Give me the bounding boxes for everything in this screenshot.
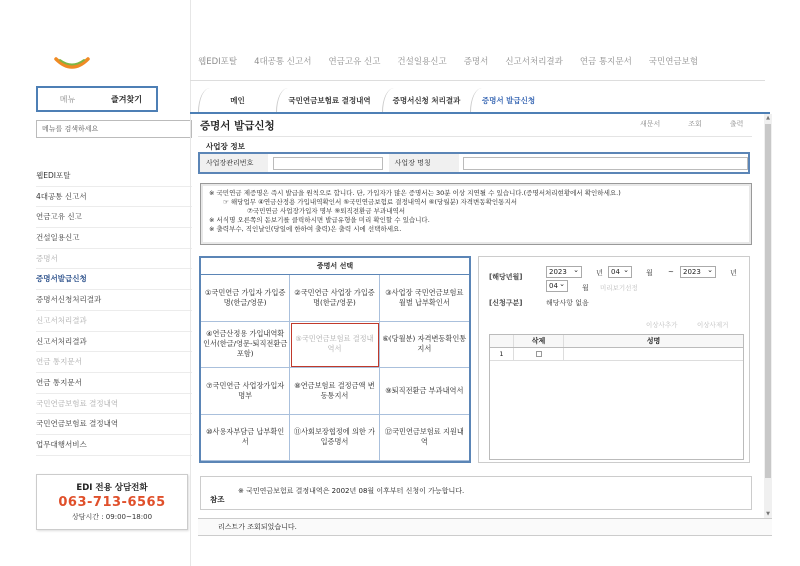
to-year-unit: 년 bbox=[730, 269, 737, 277]
cert-selection-title: 증명서 선택 bbox=[201, 258, 469, 275]
top-nav-item[interactable]: 연금 통지문서 bbox=[579, 57, 632, 67]
mgmt-no-input[interactable] bbox=[273, 157, 383, 170]
page-tab-cert-request[interactable]: 증명서 발급신청 bbox=[470, 88, 546, 112]
title-divider bbox=[198, 136, 752, 137]
notice-box bbox=[200, 183, 752, 245]
scroll-up-icon[interactable]: ▲ bbox=[766, 115, 770, 121]
cert-selection-panel bbox=[199, 256, 471, 463]
sidebar-item[interactable]: 국민연금보험료 결정내역 bbox=[36, 394, 192, 415]
applicant-table bbox=[489, 334, 744, 460]
top-nav-item[interactable]: 신고서처리결과 bbox=[505, 57, 563, 67]
scroll-down-icon[interactable]: ▼ bbox=[766, 511, 770, 517]
sidebar-item[interactable]: 업무대행서비스 bbox=[36, 435, 192, 456]
to-year-select[interactable]: 2023 ⌄ bbox=[680, 266, 716, 278]
cert-option[interactable]: ④연금산정용 가입내역확인서(한글/영문-퇴직전환금 포함) bbox=[201, 322, 290, 369]
delete-row-button[interactable]: 이상사제거 bbox=[697, 321, 729, 329]
sidebar-tabs bbox=[36, 86, 158, 112]
to-month-select[interactable]: 04 ⌄ bbox=[546, 280, 568, 292]
contact-hours: 상담시간 : 09:00~18:00 bbox=[71, 513, 153, 521]
print-button[interactable]: 출력 bbox=[729, 120, 744, 128]
cert-option[interactable]: ②국민연금 사업장 가입증명(한글/영문) bbox=[290, 275, 379, 322]
contact-title: EDI 전용 상담전화 bbox=[76, 483, 148, 493]
page-tab-premium-decision[interactable]: 국민연금보험료 결정내역 bbox=[276, 88, 382, 112]
type-value: 해당사항 없음 bbox=[546, 299, 589, 307]
cert-option[interactable]: ⑪사회보장협정에 의한 가입증명서 bbox=[290, 415, 379, 462]
range-tilde: ~ bbox=[668, 268, 674, 276]
top-nav-item[interactable]: 건설일용신고 bbox=[397, 57, 447, 67]
contact-phone: 063-713-6565 bbox=[58, 495, 166, 510]
cert-option[interactable]: ⑦국민연금 사업장가입자 명부 bbox=[201, 368, 290, 415]
sidebar-item[interactable]: 증명서 bbox=[36, 249, 192, 270]
top-nav-item[interactable]: 국민연금보험 bbox=[648, 57, 699, 67]
sidebar-item[interactable]: 웹EDI포탈 bbox=[36, 166, 192, 187]
search-button[interactable]: 조회 bbox=[688, 120, 702, 128]
top-nav-item[interactable]: 연금고유 신고 bbox=[328, 57, 381, 67]
top-nav-item[interactable]: 4대공통 신고서 bbox=[254, 57, 312, 67]
notice-line: ☞ 해당업무 ④연금산정용 가입내역확인서 ⑤국민연금보험료 결정내역서 ⑥(당월분) 자격변동확인통지서 bbox=[223, 198, 518, 206]
notice-line: ※ 국민연금 제증명은 즉시 발급을 원칙으로 합니다. 단, 가입자가 많은 증명서는 30분 이상 지연될 수 있습니다.(증명서처리현황에서 확인하세요.) bbox=[209, 189, 621, 197]
add-row-button[interactable]: 이상사추가 bbox=[646, 321, 678, 329]
workplace-section-label: 사업장 정보 bbox=[206, 142, 245, 151]
page-tab-main[interactable]: 메인 bbox=[198, 88, 276, 112]
notice-line: ※ 출력부수, 직인날인(당일에 한하여 출력)은 출력 시에 선택하세요. bbox=[209, 225, 402, 233]
sidebar-item[interactable]: 국민연금보험료 결정내역 bbox=[36, 414, 192, 435]
page-title: 증명서 발급신청 bbox=[200, 120, 275, 132]
col-no bbox=[490, 335, 514, 347]
cert-option[interactable]: ⑧연금보험료 결정금액 변동통지서 bbox=[290, 368, 379, 415]
cert-option[interactable]: ⑤국민연금보험료 결정내역서 bbox=[290, 322, 379, 369]
row-checkbox-cell bbox=[514, 348, 564, 360]
sidebar-divider bbox=[190, 0, 191, 566]
sidebar-item[interactable]: 신고서처리결과 bbox=[36, 332, 192, 353]
month-unit: 월 bbox=[646, 269, 653, 277]
col-delete: 삭제 bbox=[514, 335, 564, 347]
scrollbar-thumb[interactable] bbox=[765, 124, 771, 478]
top-nav-item[interactable]: 웹EDI포탈 bbox=[198, 57, 238, 67]
from-month-select[interactable]: 04 ⌄ bbox=[608, 266, 632, 278]
sidebar-item[interactable]: 건설일용신고 bbox=[36, 228, 192, 249]
sidebar-item[interactable]: 4대공통 신고서 bbox=[36, 187, 192, 208]
reference-text: ※ 국민연금보험료 결정내역은 2002년 08월 이후부터 신청이 가능합니다. bbox=[238, 487, 465, 495]
col-name: 성명 bbox=[646, 337, 661, 345]
cert-grid bbox=[201, 275, 469, 461]
toolbar bbox=[640, 119, 743, 129]
period-label: [해당년월] bbox=[489, 273, 523, 281]
tab-menu[interactable]: 메뉴 bbox=[59, 94, 76, 104]
sidebar-item[interactable]: 연금 통지문서 bbox=[36, 352, 192, 373]
new-doc-button[interactable]: 새문서 bbox=[640, 120, 661, 128]
preview-link[interactable]: 미리보기선정 bbox=[600, 284, 638, 292]
sidebar-item[interactable]: 증명서발급신청 bbox=[36, 269, 192, 290]
menu-search-input[interactable]: 메뉴를 검색하세요 bbox=[36, 120, 192, 138]
sidebar-item[interactable]: 증명서신청처리결과 bbox=[36, 290, 192, 311]
notice-line: ※ 서식명 오른쪽의 돋보기를 클릭하시면 발급유형을 미리 확인할 수 있습니다. bbox=[209, 216, 430, 224]
sidebar-item[interactable]: 연금고유 신고 bbox=[36, 207, 192, 228]
nps-logo-icon[interactable] bbox=[52, 55, 92, 75]
page-tab-cert-result[interactable]: 증명서신청 처리결과 bbox=[382, 88, 470, 112]
status-message: 리스트가 조회되었습니다. bbox=[218, 523, 297, 531]
workplace-row bbox=[198, 152, 750, 174]
top-nav-divider bbox=[190, 80, 765, 81]
year-unit: 년 bbox=[596, 269, 603, 277]
reference-label: 참조 bbox=[210, 495, 225, 504]
type-label: [신청구분] bbox=[489, 299, 523, 307]
cert-option[interactable]: ⑫국민연금보험료 지원내역 bbox=[380, 415, 469, 462]
cert-option[interactable]: ③사업장 국민연금보험료 월별 납부확인서 bbox=[380, 275, 469, 322]
sidebar-item[interactable]: 신고서처리결과 bbox=[36, 311, 192, 332]
tab-favorites[interactable]: 즐겨찾기 bbox=[111, 94, 142, 104]
top-nav-item[interactable]: 증명서 bbox=[463, 57, 489, 67]
cert-option[interactable]: ①국민연금 가입자 가입증명(한글/영문) bbox=[201, 275, 290, 322]
cert-option[interactable]: ⑩사용자부담금 납부확인서 bbox=[201, 415, 290, 462]
workplace-name-input[interactable] bbox=[463, 157, 748, 170]
row-checkbox[interactable] bbox=[536, 351, 542, 357]
cert-option[interactable]: ⑨퇴직전환금 부과내역서 bbox=[380, 368, 469, 415]
from-year-select[interactable]: 2023 ⌄ bbox=[546, 266, 582, 278]
page-tabs bbox=[198, 88, 546, 112]
cert-option[interactable]: ⑥(당월분) 자격변동확인통지서 bbox=[380, 322, 469, 369]
mgmt-no-label: 사업장관리번호 bbox=[200, 154, 268, 172]
row-number: 1 bbox=[490, 348, 514, 360]
to-month-unit: 월 bbox=[582, 284, 589, 292]
notice-line: ⑦국민연금 사업장가입자 명부 ⑨퇴직전환금 부과내역서 bbox=[247, 207, 406, 215]
contact-box bbox=[36, 474, 188, 530]
workplace-name-label: 사업장 명칭 bbox=[389, 154, 459, 172]
top-nav bbox=[198, 55, 715, 67]
row-name[interactable] bbox=[564, 348, 743, 360]
table-row[interactable] bbox=[490, 348, 743, 361]
table-header bbox=[490, 335, 743, 348]
sidebar-menu bbox=[36, 166, 192, 456]
tabs-underline bbox=[190, 112, 770, 114]
sidebar-item[interactable]: 연금 통지문서 bbox=[36, 373, 192, 394]
